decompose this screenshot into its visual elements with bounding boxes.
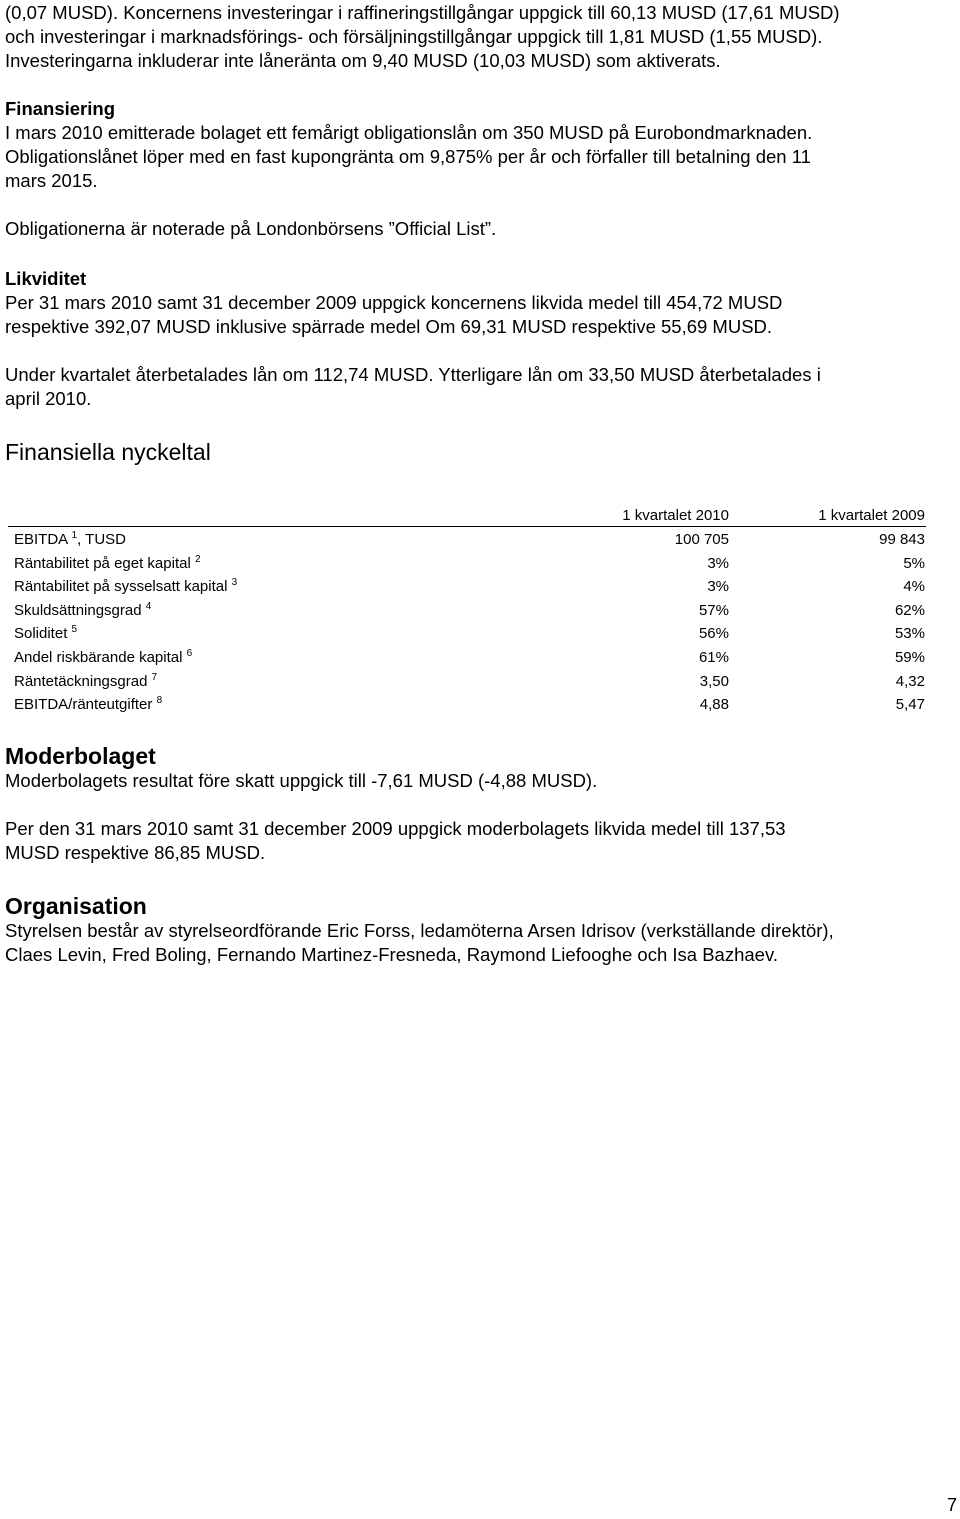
section-organisation: [5, 893, 953, 967]
footnote-marker: 2: [194, 553, 201, 565]
table-row: [8, 574, 926, 598]
paragraph-line: I mars 2010 emitterade bolaget ett femårigt obligationslån om 350 MUSD på Eurobondmarknaden.: [5, 122, 813, 143]
section-likviditet: [5, 267, 953, 411]
value-2009: 59%: [894, 648, 925, 666]
column-header-2010: 1 kvartalet 2010: [622, 507, 729, 524]
intro-paragraph: [5, 1, 953, 73]
table-row: [8, 669, 926, 693]
paragraph-line: MUSD respektive 86,85 MUSD.: [5, 842, 266, 863]
paragraph-line: Under kvartalet återbetalades lån om 112,74 MUSD. Ytterligare lån om 33,50 MUSD återbetalades i: [5, 364, 821, 385]
row-label-text: Räntabilitet på eget kapital: [14, 554, 191, 572]
section-heading: Moderbolaget: [5, 743, 156, 769]
paragraph-line: Styrelsen består av styrelseordförande Eric Forss, ledamöterna Arsen Idrisov (verkställande direktör),: [5, 920, 834, 941]
table-row: [8, 527, 926, 551]
row-label-text: Räntetäckningsgrad: [14, 672, 148, 690]
footnote-marker: 4: [145, 600, 152, 612]
value-2010: 4,88: [699, 696, 729, 714]
section-heading: Organisation: [5, 893, 147, 919]
footnote-marker: 6: [186, 647, 193, 659]
row-label: [14, 673, 157, 690]
value-2009: 4%: [903, 578, 925, 596]
table-row: [8, 621, 926, 645]
row-label: [14, 602, 151, 619]
row-label-text: Andel riskbärande kapital: [14, 648, 183, 666]
value-2010: 100 705: [674, 531, 729, 548]
value-2010: 61%: [698, 648, 729, 666]
row-label-text: EBITDA: [14, 531, 68, 548]
value-2009: 4,32: [895, 672, 925, 690]
row-label: [14, 578, 237, 595]
value-2009: 5%: [903, 554, 925, 572]
page-number: 7: [946, 1495, 957, 1515]
value-2009: 53%: [894, 625, 925, 643]
footnote-marker: 8: [156, 695, 163, 707]
paragraph-line: mars 2015.: [5, 170, 98, 191]
row-label: [14, 531, 126, 548]
value-2010: 56%: [698, 625, 729, 643]
footnote-marker: 5: [71, 624, 78, 636]
row-label-text: Skuldsättningsgrad: [14, 601, 142, 619]
footnote-marker: 7: [151, 671, 158, 683]
table-row: [8, 692, 926, 716]
paragraph-line: Moderbolagets resultat före skatt uppgick till -7,61 MUSD (-4,88 MUSD).: [5, 770, 598, 791]
row-label: [14, 649, 192, 666]
row-label: [14, 625, 77, 642]
table-row: [8, 598, 926, 622]
row-label-text: Soliditet: [14, 625, 68, 643]
intro-line: (0,07 MUSD). Koncernens investeringar i raffineringstillgångar uppgick till 60,13 MUSD (17,61 MUSD): [5, 2, 840, 23]
kpi-table: [8, 505, 926, 716]
row-label: [14, 696, 162, 713]
section-moderbolaget: [5, 743, 953, 865]
row-label-text: EBITDA/ränteutgifter: [14, 696, 153, 714]
table-header: [8, 505, 926, 527]
table-body: [8, 527, 926, 716]
intro-line: Investeringarna inkluderar inte låneränta om 9,40 MUSD (10,03 MUSD) som aktiverats.: [5, 50, 721, 71]
section-finansiering: [5, 97, 953, 241]
intro-line: och investeringar i marknadsförings- och försäljningstillgångar uppgick till 1,81 MUSD (1,55 MUSD).: [5, 26, 823, 47]
paragraph-line: Obligationslånet löper med en fast kupongränta om 9,875% per år och förfaller till betalning den 11: [5, 146, 811, 167]
paragraph-line: Obligationerna är noterade på Londonbörsens ”Official List”.: [5, 218, 497, 239]
paragraph-line: Per 31 mars 2010 samt 31 december 2009 uppgick koncernens likvida medel till 454,72 MUSD: [5, 292, 783, 313]
table-row: [8, 645, 926, 669]
paragraph-line: respektive 392,07 MUSD inklusive spärrade medel Om 69,31 MUSD respektive 55,69 MUSD.: [5, 316, 773, 337]
row-label: [14, 555, 201, 572]
paragraph-line: april 2010.: [5, 388, 92, 409]
value-2010: 57%: [698, 601, 729, 619]
section-heading: Likviditet: [5, 268, 87, 289]
value-2010: 3,50: [699, 672, 729, 690]
row-label-suffix: , TUSD: [77, 531, 126, 548]
value-2009: 62%: [894, 601, 925, 619]
paragraph-line: Per den 31 mars 2010 samt 31 december 2009 uppgick moderbolagets likvida medel till 137,53: [5, 818, 786, 839]
value-2010: 3%: [707, 578, 729, 596]
footnote-marker: 1: [71, 530, 78, 541]
value-2010: 3%: [707, 554, 729, 572]
row-label-text: Räntabilitet på sysselsatt kapital: [14, 578, 228, 596]
value-2009: 99 843: [879, 531, 925, 548]
value-2009: 5,47: [895, 696, 925, 714]
footnote-marker: 3: [231, 577, 238, 589]
section-heading: Finansiering: [5, 98, 115, 119]
table-row: [8, 551, 926, 575]
column-header-2009: 1 kvartalet 2009: [818, 507, 925, 524]
section-heading: Finansiella nyckeltal: [5, 439, 211, 465]
paragraph-line: Claes Levin, Fred Boling, Fernando Martinez-Fresneda, Raymond Liefooghe och Isa Bazhaev.: [5, 944, 778, 965]
